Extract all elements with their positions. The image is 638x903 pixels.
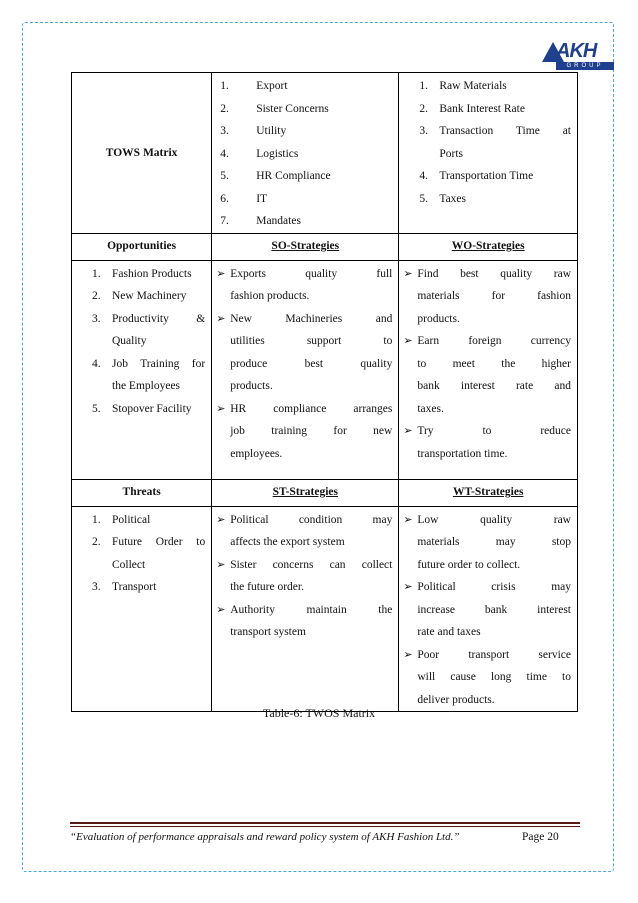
strength-item	[212, 120, 398, 143]
akh-group-logo	[542, 40, 618, 70]
weakness-item-text: Transaction Time at	[439, 125, 571, 137]
st-strategy-item-line: the future order.	[230, 581, 304, 593]
threats-list	[72, 509, 211, 599]
weakness-item-text: Raw Materials	[439, 80, 507, 92]
strength-number: 3.	[220, 125, 229, 137]
so-strategy-item	[212, 398, 392, 466]
arrow-bullet-icon: ➢	[403, 648, 413, 661]
strength-text: Utility	[256, 125, 287, 137]
strength-item	[212, 165, 398, 188]
arrow-bullet-icon: ➢	[216, 267, 226, 280]
so-strategy-item-line: utilities support to	[230, 335, 393, 347]
st-strategy-item-line: affects the export system	[230, 536, 345, 548]
weakness-item-text: Transportation Time	[439, 170, 534, 182]
opportunity-item-text: Fashion Products	[112, 267, 192, 280]
wt-strategy-item	[399, 576, 571, 644]
strength-number: 2.	[220, 102, 229, 115]
weakness-item-number: 5.	[419, 192, 428, 205]
st-strategy-item-line: transport system	[230, 626, 306, 638]
arrow-bullet-icon: ➢	[216, 312, 226, 325]
opportunities-list	[72, 263, 211, 421]
strength-text: Sister Concerns	[256, 102, 329, 115]
weakness-item-number: 3.	[419, 125, 428, 137]
st-strategies-list	[212, 509, 398, 644]
strengths-weaknesses-row	[72, 73, 578, 234]
matrix-title: TOWS Matrix	[72, 73, 212, 234]
threat-item	[72, 554, 211, 577]
threat-item-number: 2.	[92, 536, 101, 548]
weakness-item-text: Ports	[439, 147, 464, 160]
opportunities-header: Opportunities	[72, 233, 212, 260]
opportunity-item	[72, 263, 211, 286]
wo-strategy-item-line: Earn foreign currency	[417, 335, 571, 347]
weaknesses-cell	[399, 73, 578, 234]
strengths-cell	[212, 73, 399, 234]
threats-row	[72, 506, 578, 712]
opportunity-item-text: New Machinery	[112, 290, 187, 302]
arrow-bullet-icon: ➢	[403, 335, 413, 347]
opportunity-item-number: 1.	[92, 267, 101, 280]
so-strategy-item-line: products.	[230, 380, 273, 392]
strength-item	[212, 75, 398, 98]
threat-item-text: Political	[112, 513, 151, 526]
weakness-item-number: 2.	[419, 102, 428, 115]
st-strategy-item	[212, 599, 392, 644]
opportunity-item-number: 5.	[92, 402, 101, 415]
wt-strategy-item-line: future order to collect.	[417, 558, 521, 571]
weakness-item-text: Bank Interest Rate	[439, 102, 525, 115]
wt-strategy-item-line: will cause long time to	[417, 671, 571, 683]
st-strategies-header: ST-Strategies	[212, 479, 399, 506]
wt-strategy-item	[399, 509, 571, 577]
logo-brand: AKH	[556, 40, 597, 62]
wt-strategy-item-line: Poor transport service	[417, 648, 571, 661]
opportunity-item-text: Stopover Facility	[112, 402, 192, 415]
arrow-bullet-icon: ➢	[403, 267, 413, 280]
wo-strategy-item-line: products.	[417, 312, 460, 325]
opportunity-item-number: 3.	[92, 312, 101, 325]
threats-cell	[72, 506, 212, 712]
wo-strategies-list	[399, 263, 577, 466]
strength-item	[212, 210, 398, 233]
so-strategy-item-line: Exports quality full	[230, 267, 393, 280]
wo-strategy-item-line: bank interest rate and	[417, 380, 571, 392]
tows-matrix-table	[71, 72, 578, 712]
opportunities-row	[72, 260, 578, 479]
opportunities-header-row	[72, 233, 578, 260]
strength-text: IT	[256, 192, 268, 205]
strength-number: 4.	[220, 147, 229, 160]
wt-strategy-item-line: rate and taxes	[417, 626, 481, 638]
wt-strategies-header: WT-Strategies	[399, 479, 578, 506]
wt-strategy-item-line: materials may stop	[417, 536, 571, 548]
threats-header: Threats	[72, 479, 212, 506]
wo-strategies-cell	[399, 260, 578, 479]
wo-strategy-item-line: materials for fashion	[417, 290, 571, 302]
strength-item	[212, 143, 398, 166]
opportunity-item	[72, 353, 211, 376]
opportunity-item	[72, 398, 211, 421]
wo-strategy-item-line: Find best quality raw	[417, 267, 571, 280]
wo-strategy-item-line: taxes.	[417, 402, 444, 415]
strength-text: Logistics	[256, 147, 299, 160]
threat-item-text: Transport	[112, 581, 157, 593]
footer-rule	[70, 822, 580, 824]
strength-number: 6.	[220, 192, 229, 205]
weakness-item-text: Taxes	[439, 192, 467, 205]
opportunity-item-number: 2.	[92, 290, 101, 302]
weakness-item-number: 1.	[419, 80, 428, 92]
footer-rule-thin	[70, 826, 580, 827]
table-caption: Table-6: TWOS Matrix	[262, 706, 376, 720]
wt-strategies-list	[399, 509, 577, 712]
strengths-list	[212, 75, 398, 233]
wo-strategy-item-line: to meet the higher	[417, 357, 571, 370]
wo-strategy-item	[399, 263, 571, 331]
strength-item	[212, 188, 398, 211]
opportunities-cell	[72, 260, 212, 479]
wt-strategy-item-line: Political crisis may	[417, 581, 571, 593]
weakness-item	[399, 75, 577, 98]
opportunity-item	[72, 285, 211, 308]
logo-sub: GROUP	[556, 62, 614, 70]
opportunity-item-text: Job Training for	[112, 357, 206, 370]
so-strategy-item-line: HR compliance arranges	[230, 402, 393, 415]
arrow-bullet-icon: ➢	[403, 581, 413, 593]
wt-strategy-item-line: Low quality raw	[417, 513, 571, 526]
strength-number: 7.	[220, 215, 229, 227]
opportunity-item-number: 4.	[92, 357, 101, 370]
arrow-bullet-icon: ➢	[403, 513, 413, 526]
st-strategy-item-line: Political condition may	[230, 513, 393, 526]
wo-strategies-header: WO-Strategies	[399, 233, 578, 260]
opportunity-item	[72, 308, 211, 331]
strength-text: Mandates	[256, 215, 301, 227]
so-strategy-item-line: fashion products.	[230, 290, 310, 302]
threat-item	[72, 531, 211, 554]
so-strategies-list	[212, 263, 398, 466]
st-strategy-item-line: Sister concerns can collect	[230, 558, 393, 571]
threat-item-text: Collect	[112, 558, 146, 571]
strength-text: Export	[256, 80, 288, 92]
st-strategies-cell	[212, 506, 399, 712]
strength-number: 1.	[220, 80, 229, 92]
weakness-item	[399, 98, 577, 121]
weaknesses-list	[399, 75, 577, 210]
arrow-bullet-icon: ➢	[216, 513, 226, 526]
opportunity-item-text: the Employees	[112, 380, 181, 392]
threat-item-number: 3.	[92, 581, 101, 593]
wo-strategy-item-line: transportation time.	[417, 447, 508, 460]
arrow-bullet-icon: ➢	[216, 603, 226, 616]
opportunity-item	[72, 375, 211, 398]
st-strategy-item-line: Authority maintain the	[230, 603, 393, 616]
st-strategy-item	[212, 554, 392, 599]
strength-text: HR Compliance	[256, 170, 331, 182]
weakness-item	[399, 165, 577, 188]
wt-strategy-item-line: increase bank interest	[417, 603, 571, 616]
opportunity-item-text: Productivity &	[112, 312, 206, 325]
arrow-bullet-icon: ➢	[216, 558, 226, 571]
opportunity-item	[72, 330, 211, 353]
page-number: Page 20	[522, 831, 559, 843]
wt-strategies-cell	[399, 506, 578, 712]
weakness-item-number: 4.	[419, 170, 428, 182]
so-strategies-cell	[212, 260, 399, 479]
threat-item	[72, 509, 211, 532]
wo-strategy-item	[399, 330, 571, 420]
arrow-bullet-icon: ➢	[403, 425, 413, 437]
threats-header-row	[72, 479, 578, 506]
weakness-item	[399, 143, 577, 166]
weakness-item	[399, 188, 577, 211]
opportunity-item-text: Quality	[112, 335, 147, 347]
wt-strategy-item	[399, 644, 571, 712]
wt-strategy-item-line: deliver products.	[417, 693, 495, 706]
wo-strategy-item	[399, 420, 571, 465]
so-strategy-item-line: job training for new	[230, 425, 393, 437]
so-strategy-item-line: produce best quality	[230, 357, 393, 370]
st-strategy-item	[212, 509, 392, 554]
weakness-item	[399, 120, 577, 143]
strength-number: 5.	[220, 170, 229, 182]
threat-item-number: 1.	[92, 513, 101, 526]
wo-strategy-item-line: Try to reduce	[417, 425, 571, 437]
strength-item	[212, 98, 398, 121]
so-strategy-item	[212, 263, 392, 308]
footer-title: “Evaluation of performance appraisals and reward policy system of AKH Fashion Ltd.”	[70, 831, 460, 843]
so-strategy-item-line: employees.	[230, 447, 283, 460]
threat-item-text: Future Order to	[112, 536, 206, 548]
so-strategy-item-line: New Machineries and	[230, 312, 393, 325]
so-strategies-header: SO-Strategies	[212, 233, 399, 260]
threat-item	[72, 576, 211, 599]
so-strategy-item	[212, 308, 392, 398]
arrow-bullet-icon: ➢	[216, 402, 226, 415]
